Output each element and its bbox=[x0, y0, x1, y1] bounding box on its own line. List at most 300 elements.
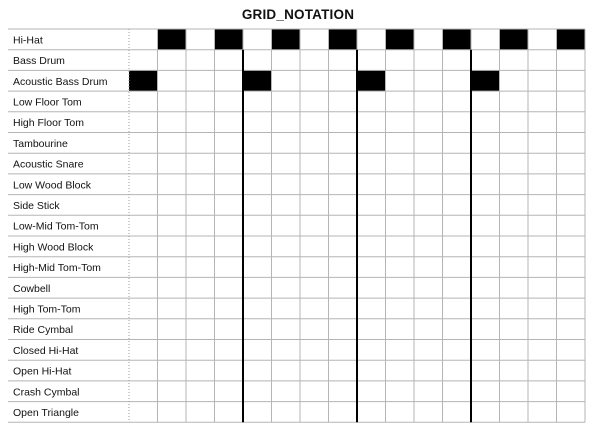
step-cell[interactable] bbox=[243, 236, 272, 257]
step-cell[interactable] bbox=[557, 50, 586, 71]
step-cell[interactable] bbox=[186, 319, 215, 340]
step-cell[interactable] bbox=[471, 340, 500, 361]
step-cell[interactable] bbox=[272, 381, 301, 402]
step-cell[interactable] bbox=[272, 215, 301, 236]
step-cell[interactable] bbox=[414, 133, 443, 154]
step-cell[interactable] bbox=[528, 91, 557, 112]
step-cell[interactable] bbox=[557, 215, 586, 236]
step-cell[interactable] bbox=[129, 257, 158, 278]
step-cell[interactable] bbox=[500, 153, 529, 174]
step-cell[interactable] bbox=[500, 277, 529, 298]
step-cell[interactable] bbox=[443, 319, 472, 340]
step-cell[interactable] bbox=[158, 112, 187, 133]
step-cell[interactable] bbox=[357, 298, 386, 319]
step-cell-active[interactable] bbox=[243, 70, 272, 91]
step-cell[interactable] bbox=[471, 91, 500, 112]
step-cell[interactable] bbox=[357, 50, 386, 71]
step-cell[interactable] bbox=[528, 257, 557, 278]
step-cell[interactable] bbox=[129, 360, 158, 381]
step-cell[interactable] bbox=[414, 112, 443, 133]
step-cell[interactable] bbox=[129, 195, 158, 216]
step-cell[interactable] bbox=[471, 360, 500, 381]
step-cell[interactable] bbox=[329, 402, 358, 423]
step-cell[interactable] bbox=[186, 257, 215, 278]
step-cell[interactable] bbox=[557, 277, 586, 298]
step-cell[interactable] bbox=[557, 153, 586, 174]
step-cell[interactable] bbox=[243, 319, 272, 340]
step-cell[interactable] bbox=[528, 112, 557, 133]
step-cell[interactable] bbox=[557, 402, 586, 423]
step-cell[interactable] bbox=[215, 257, 244, 278]
step-cell[interactable] bbox=[215, 340, 244, 361]
step-cell[interactable] bbox=[243, 381, 272, 402]
step-cell[interactable] bbox=[186, 298, 215, 319]
step-cell[interactable] bbox=[272, 174, 301, 195]
step-cell[interactable] bbox=[186, 402, 215, 423]
step-cell[interactable] bbox=[129, 319, 158, 340]
step-cell[interactable] bbox=[528, 50, 557, 71]
step-cell[interactable] bbox=[129, 236, 158, 257]
step-cell[interactable] bbox=[557, 70, 586, 91]
step-cell[interactable] bbox=[357, 29, 386, 50]
step-cell[interactable] bbox=[500, 215, 529, 236]
step-cell[interactable] bbox=[215, 236, 244, 257]
step-cell[interactable] bbox=[186, 236, 215, 257]
step-cell[interactable] bbox=[215, 360, 244, 381]
step-cell[interactable] bbox=[443, 298, 472, 319]
step-cell[interactable] bbox=[386, 298, 415, 319]
step-cell[interactable] bbox=[129, 381, 158, 402]
step-cell[interactable] bbox=[471, 174, 500, 195]
step-cell[interactable] bbox=[129, 215, 158, 236]
step-cell[interactable] bbox=[528, 277, 557, 298]
step-cell[interactable] bbox=[557, 174, 586, 195]
step-cell[interactable] bbox=[357, 381, 386, 402]
step-cell[interactable] bbox=[215, 133, 244, 154]
step-cell[interactable] bbox=[215, 215, 244, 236]
step-cell[interactable] bbox=[300, 236, 329, 257]
step-cell[interactable] bbox=[272, 195, 301, 216]
step-cell[interactable] bbox=[357, 133, 386, 154]
step-cell[interactable] bbox=[243, 277, 272, 298]
step-cell[interactable] bbox=[243, 153, 272, 174]
step-cell-active[interactable] bbox=[129, 70, 158, 91]
step-cell[interactable] bbox=[557, 340, 586, 361]
step-cell[interactable] bbox=[357, 277, 386, 298]
step-cell[interactable] bbox=[300, 298, 329, 319]
step-cell[interactable] bbox=[300, 340, 329, 361]
step-cell[interactable] bbox=[215, 91, 244, 112]
step-cell[interactable] bbox=[243, 195, 272, 216]
step-cell[interactable] bbox=[443, 70, 472, 91]
step-cell[interactable] bbox=[300, 50, 329, 71]
step-cell[interactable] bbox=[243, 91, 272, 112]
step-cell[interactable] bbox=[557, 133, 586, 154]
step-cell[interactable] bbox=[357, 340, 386, 361]
step-cell[interactable] bbox=[471, 195, 500, 216]
step-cell[interactable] bbox=[414, 298, 443, 319]
step-cell[interactable] bbox=[528, 70, 557, 91]
step-cell[interactable] bbox=[272, 112, 301, 133]
step-cell-active[interactable] bbox=[443, 29, 472, 50]
step-cell[interactable] bbox=[443, 257, 472, 278]
step-cell[interactable] bbox=[300, 29, 329, 50]
step-cell[interactable] bbox=[186, 195, 215, 216]
step-cell[interactable] bbox=[300, 153, 329, 174]
step-cell[interactable] bbox=[414, 215, 443, 236]
step-cell[interactable] bbox=[243, 50, 272, 71]
step-cell[interactable] bbox=[443, 381, 472, 402]
step-cell[interactable] bbox=[158, 215, 187, 236]
step-cell[interactable] bbox=[500, 195, 529, 216]
step-cell[interactable] bbox=[557, 319, 586, 340]
step-cell[interactable] bbox=[129, 402, 158, 423]
step-cell[interactable] bbox=[300, 215, 329, 236]
step-cell[interactable] bbox=[414, 70, 443, 91]
step-cell[interactable] bbox=[215, 277, 244, 298]
step-cell[interactable] bbox=[158, 50, 187, 71]
step-cell[interactable] bbox=[443, 277, 472, 298]
step-cell-active[interactable] bbox=[471, 70, 500, 91]
step-cell[interactable] bbox=[500, 360, 529, 381]
step-cell[interactable] bbox=[528, 236, 557, 257]
step-cell[interactable] bbox=[557, 381, 586, 402]
step-cell[interactable] bbox=[471, 133, 500, 154]
step-cell[interactable] bbox=[357, 153, 386, 174]
step-cell[interactable] bbox=[414, 153, 443, 174]
step-cell[interactable] bbox=[215, 112, 244, 133]
step-cell[interactable] bbox=[329, 257, 358, 278]
step-cell[interactable] bbox=[386, 112, 415, 133]
step-cell[interactable] bbox=[272, 298, 301, 319]
step-cell[interactable] bbox=[471, 153, 500, 174]
step-cell[interactable] bbox=[329, 215, 358, 236]
step-cell[interactable] bbox=[414, 381, 443, 402]
step-cell[interactable] bbox=[186, 381, 215, 402]
step-cell[interactable] bbox=[528, 402, 557, 423]
step-cell[interactable] bbox=[129, 29, 158, 50]
step-cell[interactable] bbox=[443, 153, 472, 174]
step-cell[interactable] bbox=[443, 50, 472, 71]
step-cell[interactable] bbox=[215, 50, 244, 71]
step-cell[interactable] bbox=[528, 174, 557, 195]
step-cell[interactable] bbox=[243, 174, 272, 195]
step-cell[interactable] bbox=[471, 277, 500, 298]
step-cell[interactable] bbox=[129, 277, 158, 298]
step-cell[interactable] bbox=[386, 257, 415, 278]
step-cell[interactable] bbox=[386, 215, 415, 236]
step-cell[interactable] bbox=[443, 174, 472, 195]
step-cell[interactable] bbox=[557, 236, 586, 257]
step-cell[interactable] bbox=[386, 133, 415, 154]
step-cell[interactable] bbox=[357, 319, 386, 340]
step-cell[interactable] bbox=[329, 91, 358, 112]
step-cell[interactable] bbox=[272, 236, 301, 257]
step-cell[interactable] bbox=[357, 195, 386, 216]
step-cell-active[interactable] bbox=[386, 29, 415, 50]
step-cell[interactable] bbox=[500, 70, 529, 91]
step-cell[interactable] bbox=[528, 340, 557, 361]
step-cell[interactable] bbox=[186, 215, 215, 236]
step-cell[interactable] bbox=[186, 112, 215, 133]
step-cell[interactable] bbox=[186, 50, 215, 71]
step-cell[interactable] bbox=[158, 360, 187, 381]
step-cell[interactable] bbox=[471, 236, 500, 257]
step-cell[interactable] bbox=[414, 319, 443, 340]
step-cell[interactable] bbox=[500, 381, 529, 402]
step-cell[interactable] bbox=[557, 195, 586, 216]
step-cell[interactable] bbox=[300, 133, 329, 154]
step-cell[interactable] bbox=[471, 402, 500, 423]
step-cell[interactable] bbox=[557, 112, 586, 133]
step-cell[interactable] bbox=[329, 174, 358, 195]
step-cell[interactable] bbox=[129, 174, 158, 195]
step-cell[interactable] bbox=[158, 133, 187, 154]
step-cell[interactable] bbox=[414, 29, 443, 50]
step-cell[interactable] bbox=[186, 29, 215, 50]
step-cell[interactable] bbox=[528, 215, 557, 236]
step-cell[interactable] bbox=[129, 298, 158, 319]
step-cell[interactable] bbox=[500, 340, 529, 361]
step-cell[interactable] bbox=[243, 298, 272, 319]
step-cell[interactable] bbox=[186, 133, 215, 154]
step-cell[interactable] bbox=[243, 215, 272, 236]
step-cell-active[interactable] bbox=[158, 29, 187, 50]
step-cell[interactable] bbox=[500, 133, 529, 154]
step-cell[interactable] bbox=[528, 298, 557, 319]
step-cell[interactable] bbox=[357, 174, 386, 195]
step-cell[interactable] bbox=[272, 133, 301, 154]
step-cell[interactable] bbox=[300, 381, 329, 402]
step-cell[interactable] bbox=[500, 298, 529, 319]
step-cell[interactable] bbox=[500, 50, 529, 71]
step-cell[interactable] bbox=[329, 277, 358, 298]
step-cell[interactable] bbox=[186, 360, 215, 381]
step-cell[interactable] bbox=[500, 402, 529, 423]
step-cell[interactable] bbox=[300, 91, 329, 112]
step-cell[interactable] bbox=[243, 112, 272, 133]
step-cell[interactable] bbox=[300, 319, 329, 340]
step-cell[interactable] bbox=[528, 319, 557, 340]
step-cell[interactable] bbox=[414, 174, 443, 195]
step-cell[interactable] bbox=[471, 29, 500, 50]
step-cell[interactable] bbox=[329, 195, 358, 216]
step-cell[interactable] bbox=[414, 402, 443, 423]
step-cell[interactable] bbox=[300, 195, 329, 216]
step-cell[interactable] bbox=[158, 340, 187, 361]
step-cell[interactable] bbox=[528, 133, 557, 154]
step-cell[interactable] bbox=[158, 319, 187, 340]
step-cell[interactable] bbox=[500, 174, 529, 195]
step-cell-active[interactable] bbox=[557, 29, 586, 50]
step-cell[interactable] bbox=[528, 381, 557, 402]
step-cell[interactable] bbox=[414, 195, 443, 216]
step-cell[interactable] bbox=[386, 319, 415, 340]
step-cell[interactable] bbox=[158, 402, 187, 423]
step-cell[interactable] bbox=[357, 215, 386, 236]
step-cell[interactable] bbox=[357, 402, 386, 423]
step-cell[interactable] bbox=[300, 257, 329, 278]
step-cell[interactable] bbox=[300, 70, 329, 91]
step-cell[interactable] bbox=[186, 340, 215, 361]
step-cell[interactable] bbox=[357, 112, 386, 133]
step-cell[interactable] bbox=[272, 319, 301, 340]
step-cell[interactable] bbox=[329, 319, 358, 340]
step-cell[interactable] bbox=[272, 277, 301, 298]
step-cell[interactable] bbox=[215, 195, 244, 216]
step-cell[interactable] bbox=[158, 174, 187, 195]
step-cell[interactable] bbox=[329, 112, 358, 133]
step-cell[interactable] bbox=[243, 29, 272, 50]
step-cell[interactable] bbox=[414, 340, 443, 361]
step-cell[interactable] bbox=[186, 91, 215, 112]
step-cell[interactable] bbox=[158, 195, 187, 216]
step-cell[interactable] bbox=[129, 112, 158, 133]
step-cell[interactable] bbox=[329, 70, 358, 91]
step-cell[interactable] bbox=[129, 340, 158, 361]
step-cell[interactable] bbox=[557, 360, 586, 381]
step-cell[interactable] bbox=[528, 195, 557, 216]
step-cell[interactable] bbox=[158, 381, 187, 402]
step-cell[interactable] bbox=[414, 91, 443, 112]
step-cell[interactable] bbox=[186, 153, 215, 174]
step-cell[interactable] bbox=[500, 91, 529, 112]
step-cell[interactable] bbox=[272, 257, 301, 278]
step-cell-active[interactable] bbox=[272, 29, 301, 50]
step-cell[interactable] bbox=[272, 50, 301, 71]
step-cell[interactable] bbox=[329, 340, 358, 361]
step-cell[interactable] bbox=[215, 174, 244, 195]
step-cell[interactable] bbox=[158, 153, 187, 174]
step-cell[interactable] bbox=[158, 298, 187, 319]
step-cell[interactable] bbox=[272, 70, 301, 91]
step-cell[interactable] bbox=[386, 381, 415, 402]
step-cell-active[interactable] bbox=[215, 29, 244, 50]
step-cell[interactable] bbox=[129, 153, 158, 174]
step-cell[interactable] bbox=[215, 153, 244, 174]
step-cell[interactable] bbox=[357, 360, 386, 381]
step-cell[interactable] bbox=[357, 91, 386, 112]
step-cell[interactable] bbox=[186, 70, 215, 91]
step-cell[interactable] bbox=[386, 340, 415, 361]
step-cell[interactable] bbox=[414, 50, 443, 71]
step-cell[interactable] bbox=[386, 70, 415, 91]
step-cell[interactable] bbox=[443, 91, 472, 112]
step-cell[interactable] bbox=[500, 236, 529, 257]
step-cell[interactable] bbox=[357, 257, 386, 278]
step-cell[interactable] bbox=[329, 298, 358, 319]
step-cell[interactable] bbox=[386, 174, 415, 195]
step-cell[interactable] bbox=[329, 236, 358, 257]
step-cell[interactable] bbox=[329, 360, 358, 381]
step-cell[interactable] bbox=[243, 133, 272, 154]
step-cell[interactable] bbox=[471, 50, 500, 71]
step-cell[interactable] bbox=[186, 174, 215, 195]
step-cell-active[interactable] bbox=[357, 70, 386, 91]
step-cell[interactable] bbox=[158, 257, 187, 278]
step-cell[interactable] bbox=[528, 29, 557, 50]
step-cell[interactable] bbox=[300, 174, 329, 195]
step-cell[interactable] bbox=[158, 70, 187, 91]
step-cell[interactable] bbox=[272, 360, 301, 381]
step-cell[interactable] bbox=[243, 402, 272, 423]
step-cell[interactable] bbox=[443, 360, 472, 381]
step-cell[interactable] bbox=[272, 153, 301, 174]
step-cell[interactable] bbox=[129, 50, 158, 71]
step-cell[interactable] bbox=[471, 319, 500, 340]
step-cell[interactable] bbox=[557, 298, 586, 319]
step-cell[interactable] bbox=[386, 360, 415, 381]
step-cell[interactable] bbox=[186, 277, 215, 298]
step-cell[interactable] bbox=[158, 91, 187, 112]
step-cell[interactable] bbox=[471, 298, 500, 319]
step-cell[interactable] bbox=[300, 277, 329, 298]
step-cell[interactable] bbox=[443, 402, 472, 423]
step-cell[interactable] bbox=[443, 236, 472, 257]
step-cell[interactable] bbox=[471, 257, 500, 278]
step-cell[interactable] bbox=[386, 277, 415, 298]
step-cell[interactable] bbox=[528, 153, 557, 174]
step-cell[interactable] bbox=[471, 112, 500, 133]
step-cell[interactable] bbox=[386, 195, 415, 216]
step-cell[interactable] bbox=[414, 236, 443, 257]
step-cell[interactable] bbox=[557, 91, 586, 112]
step-cell[interactable] bbox=[471, 381, 500, 402]
step-cell[interactable] bbox=[443, 340, 472, 361]
step-cell[interactable] bbox=[158, 236, 187, 257]
step-cell[interactable] bbox=[215, 319, 244, 340]
step-cell[interactable] bbox=[386, 402, 415, 423]
step-cell[interactable] bbox=[329, 153, 358, 174]
step-cell[interactable] bbox=[386, 50, 415, 71]
step-cell[interactable] bbox=[300, 112, 329, 133]
step-cell[interactable] bbox=[243, 340, 272, 361]
step-cell[interactable] bbox=[272, 91, 301, 112]
step-cell[interactable] bbox=[500, 112, 529, 133]
step-cell[interactable] bbox=[272, 402, 301, 423]
step-cell[interactable] bbox=[243, 360, 272, 381]
step-cell[interactable] bbox=[329, 381, 358, 402]
step-cell[interactable] bbox=[500, 257, 529, 278]
step-cell[interactable] bbox=[357, 236, 386, 257]
step-cell-active[interactable] bbox=[329, 29, 358, 50]
step-cell[interactable] bbox=[386, 236, 415, 257]
step-cell[interactable] bbox=[557, 257, 586, 278]
step-cell[interactable] bbox=[300, 402, 329, 423]
step-cell[interactable] bbox=[443, 112, 472, 133]
step-cell[interactable] bbox=[414, 360, 443, 381]
step-cell[interactable] bbox=[443, 133, 472, 154]
step-cell[interactable] bbox=[471, 215, 500, 236]
step-cell[interactable] bbox=[129, 133, 158, 154]
step-cell[interactable] bbox=[414, 277, 443, 298]
step-cell[interactable] bbox=[158, 277, 187, 298]
step-cell[interactable] bbox=[386, 91, 415, 112]
step-cell[interactable] bbox=[272, 340, 301, 361]
step-cell[interactable] bbox=[329, 50, 358, 71]
step-cell[interactable] bbox=[528, 360, 557, 381]
step-cell[interactable] bbox=[443, 195, 472, 216]
step-cell[interactable] bbox=[215, 402, 244, 423]
step-cell-active[interactable] bbox=[500, 29, 529, 50]
step-cell[interactable] bbox=[215, 381, 244, 402]
step-cell[interactable] bbox=[414, 257, 443, 278]
step-cell[interactable] bbox=[215, 70, 244, 91]
step-cell[interactable] bbox=[243, 257, 272, 278]
step-cell[interactable] bbox=[329, 133, 358, 154]
step-cell[interactable] bbox=[215, 298, 244, 319]
step-cell[interactable] bbox=[443, 215, 472, 236]
